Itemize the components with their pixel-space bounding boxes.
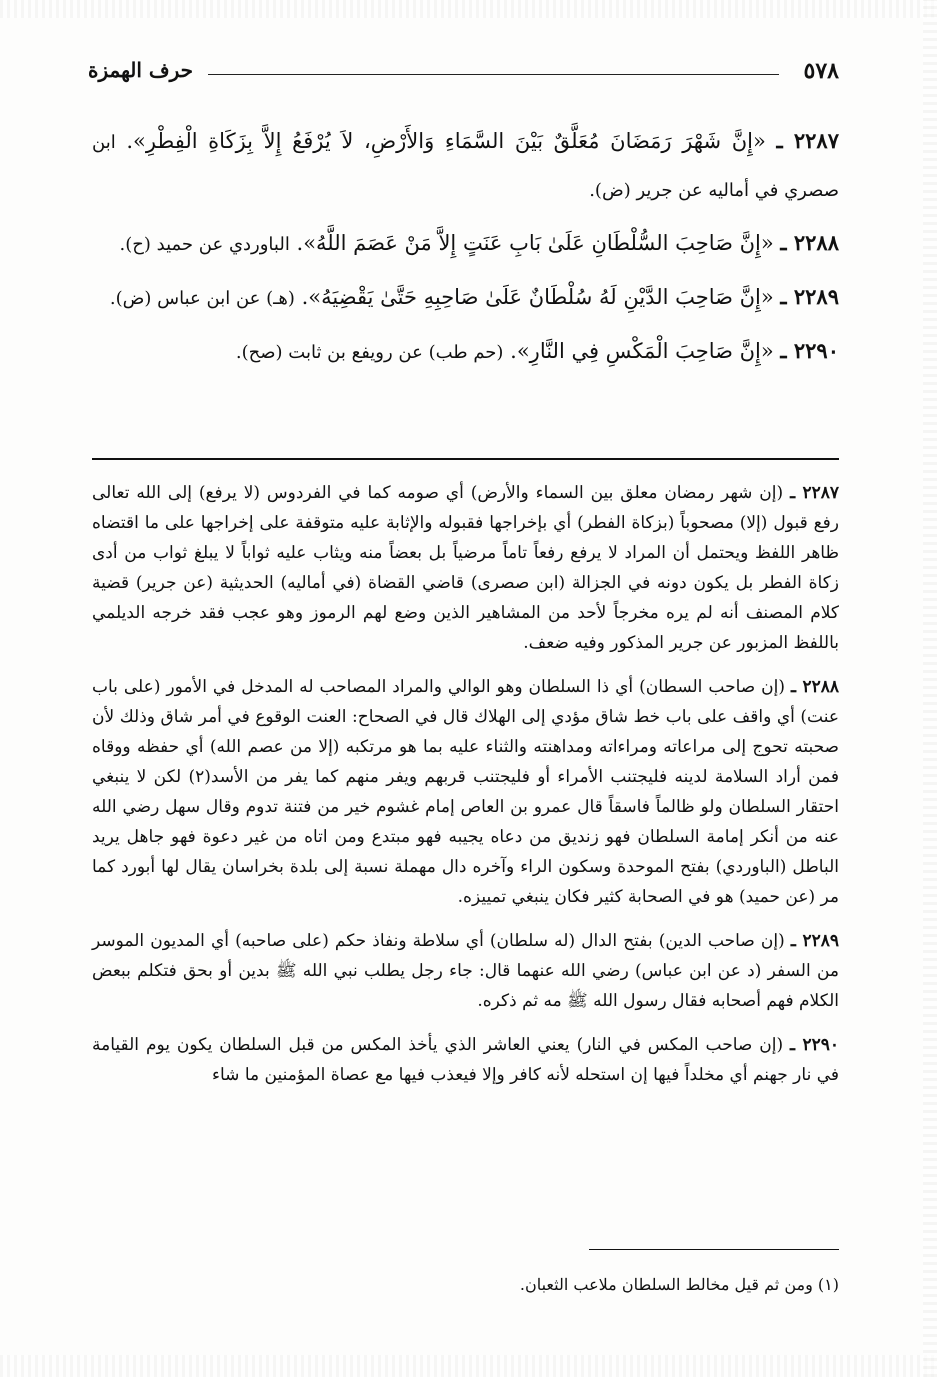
hadith-number: ٢٢٨٧ ـ bbox=[776, 128, 839, 153]
commentary-text: (إن شهر رمضان معلق بين السماء والأرض) أي صومه كما في الفردوس (لا يرفع) إلى الله تعالى رفع قبول (إلا) مصحوباً (بزكاة الفطر) أي بإخراجها فقبوله والإثابة عليه متوقفة على إخراجها على ما اقتضاه ظاهر اللفظ ويحتمل أن المراد لا يرفع رفعاً تاماً مرضياً بل بعضاً منه ويثاب عليه ثواباً لا يبلغ ثواب من أدى زكاة الفطر بل يكون دونه في الجزالة (ابن صصرى) قاضي القضاة (في أماليه) الحديثية (عن جرير) قضية كلام المصنف أنه لم يره مخرجاً لأحد من المشاهير الذين وضع لهم الرموز وهو عجب فقد خرجه الديلمي باللفظ المزبور عن جرير المذكور وفيه ضعف. bbox=[92, 483, 839, 653]
page-number: ٥٧٨ bbox=[803, 58, 839, 84]
hadith-source: ابن صصري في أماليه عن جرير (ض). bbox=[92, 132, 839, 201]
hadith-number: ٢٢٨٩ ـ bbox=[780, 284, 839, 309]
hadith-source: الباوردي عن حميد (ح). bbox=[119, 234, 290, 255]
hadith-entry bbox=[92, 220, 839, 268]
commentary-text: (إن صاحب المكس في النار) يعني العاشر الذي يأخذ المكس من قبل السلطان يكون يوم القيامة في نار جهنم أي مخلداً فيها إن استحله لأنه كافر وإلا فيعذب فيها مع عصاة المؤمنين ما شاء bbox=[92, 1035, 839, 1085]
header-rule bbox=[208, 74, 779, 75]
hadith-entry bbox=[92, 118, 839, 214]
hadith-number: ٢٢٩٠ ـ bbox=[780, 338, 839, 363]
hadith-entry bbox=[92, 328, 839, 376]
commentary-number: ٢٢٩٠ ـ bbox=[790, 1035, 839, 1055]
hadith-text: «إِنَّ صَاحِبَ السُّلْطَانِ عَلَىٰ بَابِ عَنَتٍ إِلاَّ مَنْ عَصَمَ اللَّهُ». bbox=[296, 231, 774, 255]
commentary-text: (إن صاحب السطان) أي ذا السلطان وهو الوالي والمراد المصاحب له المدخل في الأمور (على باب عنت) أي واقف على باب خط شاق مؤدي إلى الهلاك قال في الصحاح: العنت الوقوع في أمر شاق وذلك لأن صحبته تحوج إلى مراعاته ومراءاته ومداهنته والثناء عليه بما هو مرتكبه (إلا من عصم الله) أي حفظه ووقاه فمن أراد السلامة لدينه فليجتنب الأمراء أو فليجتنب قربهم ويفر منهم كما يفر من الأسد(٢) لكن لا ينبغي احتقار السلطان ولو ظالماً فاسقاً قال عمرو بن العاص إمام غشوم خير من فتنة تدوم وقال سهل رضي الله عنه من أنكر إمامة السلطان فهو زنديق من دعاه يجيبه فهو مبتدع ومن اتاه من غير دعوة فهو جاهل يريد الباطل (الباوردي) بفتح الموحدة وسكون الراء وآخره دال مهملة نسبة إلى بلدة بخراسان يقال لها أبورد كما مر (عن حميد) هو في الصحابة كثير فكان ينبغي تمييزه. bbox=[92, 677, 839, 907]
hadith-text: «إِنَّ شَهْرَ رَمَضَانَ مُعَلَّقٌ بَيْنَ السَّمَاءِ وَالأَرْضِ، لاَ يُرْفَعُ إِلاَّ بِزَكَاةِ الْفِطْرِ». bbox=[126, 129, 766, 153]
commentary-paragraph bbox=[92, 672, 839, 912]
commentary-paragraph bbox=[92, 1030, 839, 1090]
scan-edge-bottom bbox=[0, 1355, 937, 1377]
hadith-number: ٢٢٨٨ ـ bbox=[780, 230, 839, 255]
hadith-section bbox=[92, 118, 839, 382]
commentary-paragraph bbox=[92, 478, 839, 658]
hadith-text: «إِنَّ صَاحِبَ الْمَكْسِ فِي النَّارِ». bbox=[510, 339, 774, 363]
scan-edge-top bbox=[0, 0, 937, 18]
hadith-source: (هـ) عن ابن عباس (ض). bbox=[109, 288, 295, 309]
chapter-title: حرف الهمزة bbox=[88, 58, 194, 82]
commentary-paragraph bbox=[92, 926, 839, 1016]
hadith-entry bbox=[92, 274, 839, 322]
commentary-section bbox=[92, 478, 839, 1104]
footnote: (١) ومن ثم قيل مخالط السلطان ملاعب الثعبان. bbox=[519, 1275, 839, 1294]
page-header bbox=[88, 52, 839, 92]
hadith-text: «إِنَّ صَاحِبَ الدَّيْنِ لَهُ سُلْطَانٌ عَلَىٰ صَاحِبِهِ حَتَّىٰ يَقْضِيَهُ». bbox=[301, 285, 774, 309]
hadith-source: (حم طب) عن رويفع بن ثابت (صح). bbox=[235, 342, 504, 363]
commentary-number: ٢٢٨٩ ـ bbox=[790, 931, 839, 951]
footnote-rule bbox=[589, 1249, 839, 1250]
scan-edge-right bbox=[923, 0, 937, 1377]
commentary-number: ٢٢٨٧ ـ bbox=[790, 483, 839, 503]
commentary-text: (إن صاحب الدين) بفتح الدال (له سلطان) أي سلاطة ونفاذ حكم (على صاحبه) أي المديون الموسر من السفر (د عن ابن عباس) رضي الله عنهما قال: جاء رجل يطلب نبي الله ﷺ بدين أو بحق فتكلم ببعض الكلام فهم أصحابه فقال رسول الله ﷺ مه ثم ذكره. bbox=[92, 931, 839, 1011]
section-divider bbox=[92, 458, 839, 460]
commentary-number: ٢٢٨٨ ـ bbox=[791, 677, 840, 697]
